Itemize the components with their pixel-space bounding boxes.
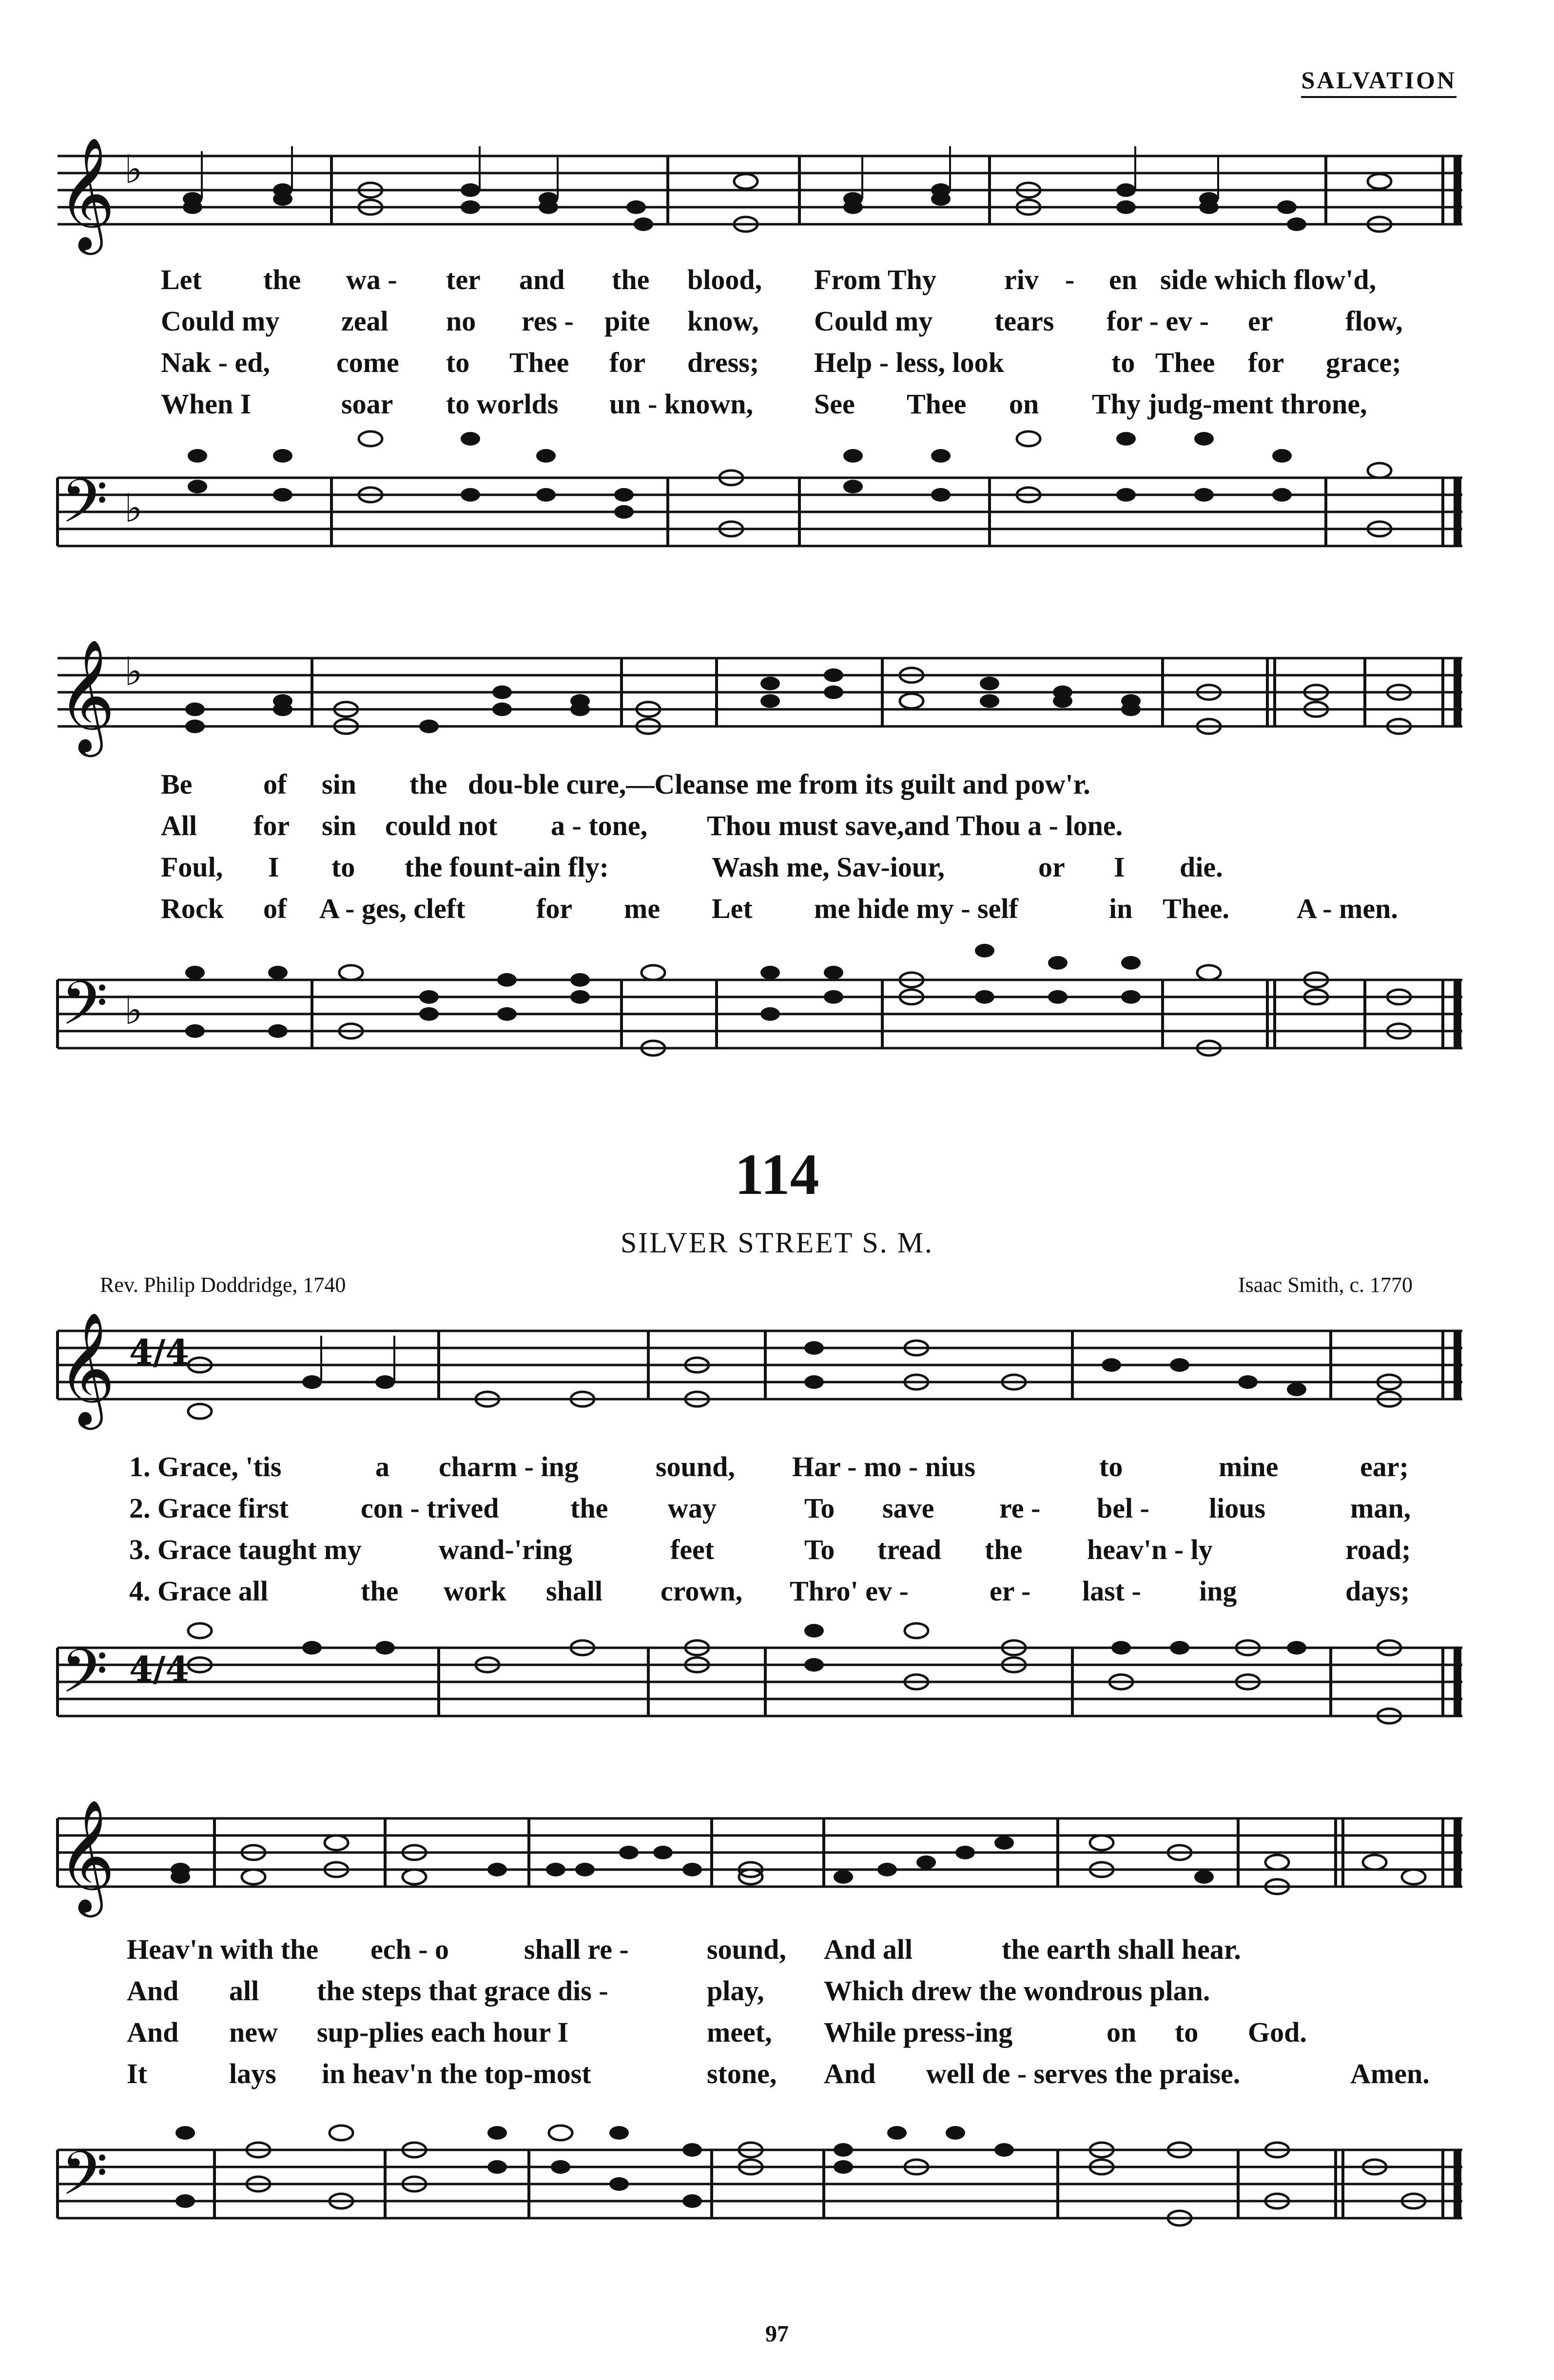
lyric-syllable: tread <box>877 1534 942 1565</box>
lyric-syllable: sound, <box>707 1933 786 1965</box>
section-header: SALVATION <box>1301 66 1457 98</box>
treble-staff <box>0 137 1554 250</box>
lyric-syllable: soar <box>341 388 393 420</box>
lyric-syllable: the steps that grace dis - <box>317 1975 608 2007</box>
lyric-syllable: man, <box>1350 1492 1411 1524</box>
lyric-syllable: grace; <box>1326 347 1401 378</box>
lyric-syllable: ear; <box>1360 1451 1409 1483</box>
lyric-syllable: no <box>446 305 476 337</box>
lyric-syllable: well de - serves the praise. <box>926 2058 1241 2089</box>
lyric-syllable: wand-'ring <box>439 1534 572 1565</box>
lyric-syllable: last - <box>1082 1575 1141 1607</box>
lyric-syllable: Thee <box>907 388 967 420</box>
lyric-syllable: a - tone, <box>551 810 648 841</box>
lyric-syllable: er - <box>990 1575 1031 1607</box>
svg-text:♭: ♭ <box>124 649 143 694</box>
lyric-syllable: Heav'n with the <box>127 1933 319 1965</box>
lyric-syllable: en <box>1109 264 1137 295</box>
lyric-syllable: the fount-ain fly: <box>405 851 609 883</box>
lyric-syllable: Could my <box>161 305 280 337</box>
lyric-syllable: riv <box>1004 264 1039 295</box>
lyric-syllable: con - trived <box>361 1492 499 1524</box>
lyric-syllable: for <box>253 810 290 841</box>
lyric-syllable: Let <box>161 264 202 295</box>
lyric-syllable: to <box>1175 2016 1199 2048</box>
lyric-syllable: pite <box>604 305 650 337</box>
lyric-syllable: And <box>127 2016 179 2048</box>
lyric-syllable: for <box>1248 347 1284 378</box>
lyric-syllable: See <box>814 388 855 420</box>
lyric-syllable: ter <box>446 264 481 295</box>
svg-text:♭: ♭ <box>124 988 143 1033</box>
lyric-syllable: flow, <box>1345 305 1403 337</box>
bass-staff <box>0 429 1554 585</box>
lyric-syllable: wa - <box>346 264 397 295</box>
lyric-syllable: know, <box>687 305 759 337</box>
lyric-syllable: 3. Grace taught my <box>129 1534 362 1565</box>
lyric-syllable: re - <box>999 1492 1041 1524</box>
lyric-syllable: in <box>1109 893 1133 924</box>
lyric-syllable: ech - o <box>370 1933 449 1965</box>
treble-staff <box>0 639 1554 752</box>
lyric-syllable: 4. Grace all <box>129 1575 269 1607</box>
tune-name: SILVER STREET S. M. <box>620 1227 934 1259</box>
lyric-syllable: the <box>361 1575 399 1607</box>
lyric-syllable: From Thy <box>814 264 936 295</box>
lyric-syllable: me hide my - self <box>814 893 1018 924</box>
lyric-syllable: for <box>609 347 646 378</box>
lyric-syllable: of <box>263 768 287 800</box>
lyric-syllable: to <box>1111 347 1135 378</box>
lyric-syllable: - <box>1065 264 1075 295</box>
lyric-syllable: Be <box>161 768 193 800</box>
lyric-syllable: ing <box>1199 1575 1237 1607</box>
lyric-syllable: Rock <box>161 893 224 924</box>
page-number: 97 <box>765 2321 789 2347</box>
lyric-syllable: Thee <box>509 347 569 378</box>
treble-staff <box>0 1311 1554 1425</box>
lyric-syllable: Wash me, Sav-iour, <box>712 851 945 883</box>
lyric-syllable: lays <box>229 2058 276 2089</box>
lyric-syllable: charm - ing <box>439 1451 579 1483</box>
lyric-syllable: days; <box>1345 1575 1410 1607</box>
lyric-syllable: er <box>1248 305 1273 337</box>
bass-clef-icon: 𝄢 <box>61 1637 108 1721</box>
lyric-syllable: tears <box>994 305 1054 337</box>
lyric-syllable: Thy judg-ment throne, <box>1092 388 1367 420</box>
lyric-syllable: dou-ble cure,—Cleanse me from its guilt and pow'r. <box>468 768 1090 800</box>
bass-clef-icon: 𝄢 <box>61 2139 108 2224</box>
lyric-syllable: could not <box>385 810 498 841</box>
lyric-syllable: the <box>409 768 447 800</box>
bass-clef-icon: 𝄢 <box>61 969 108 1053</box>
lyric-syllable: meet, <box>707 2016 772 2048</box>
lyric-syllable: the <box>263 264 301 295</box>
svg-text:♭: ♭ <box>124 486 143 531</box>
lyric-syllable: Nak - ed, <box>161 347 270 378</box>
treble-clef-icon: 𝄞 <box>58 1311 116 1425</box>
hymn-number: 114 <box>735 1142 819 1207</box>
lyric-syllable: Help - less, look <box>814 347 1004 378</box>
lyric-syllable: to <box>331 851 355 883</box>
lyric-syllable: Thou must save,and Thou a - lone. <box>707 810 1123 841</box>
lyric-syllable: on <box>1107 2016 1137 2048</box>
lyric-syllable: a <box>375 1451 389 1483</box>
treble-staff <box>0 1799 1554 1912</box>
lyric-syllable: me <box>624 893 660 924</box>
words-credit: Rev. Philip Doddridge, 1740 <box>100 1273 346 1297</box>
lyric-syllable: the <box>985 1534 1023 1565</box>
lyric-syllable: feet <box>670 1534 715 1565</box>
lyric-syllable: While press-ing <box>824 2016 1013 2048</box>
lyric-syllable: save <box>882 1492 934 1524</box>
lyric-syllable: sin <box>322 810 356 841</box>
lyric-syllable: to <box>1099 1451 1123 1483</box>
lyric-syllable: I <box>1114 851 1125 883</box>
lyric-syllable: sound, <box>656 1451 735 1483</box>
lyric-syllable: All <box>161 810 197 841</box>
lyric-syllable: 2. Grace first <box>129 1492 289 1524</box>
lyric-syllable: crown, <box>660 1575 743 1607</box>
bass-staff <box>0 941 1554 1097</box>
lyric-syllable: blood, <box>687 264 762 295</box>
lyric-syllable: A - men. <box>1297 893 1398 924</box>
lyric-syllable: to worlds <box>446 388 559 420</box>
lyric-syllable: God. <box>1248 2016 1307 2048</box>
lyric-syllable: and <box>519 264 565 295</box>
lyric-syllable: dress; <box>687 347 759 378</box>
lyric-syllable: work <box>444 1575 506 1607</box>
treble-clef-icon: 𝄞 <box>58 1799 116 1912</box>
svg-text:♭: ♭ <box>124 147 143 192</box>
lyric-syllable: the <box>612 264 650 295</box>
lyric-syllable: Foul, <box>161 851 223 883</box>
bass-clef-icon: 𝄢 <box>61 467 108 551</box>
lyric-syllable: Which drew the wondrous plan. <box>824 1975 1210 2007</box>
lyric-syllable: for <box>536 893 573 924</box>
lyric-syllable: mine <box>1219 1451 1279 1483</box>
lyric-syllable: un - known, <box>609 388 753 420</box>
lyric-syllable: shall <box>546 1575 603 1607</box>
time-signature: 4/4 <box>129 1649 189 1689</box>
lyric-syllable: sup-plies each hour I <box>317 2016 569 2048</box>
lyric-syllable: Thee <box>1155 347 1215 378</box>
lyric-syllable: come <box>336 347 399 378</box>
lyric-syllable: Amen. <box>1350 2058 1430 2089</box>
lyric-syllable: all <box>229 1975 259 2007</box>
lyric-syllable: When I <box>161 388 252 420</box>
lyric-syllable: zeal <box>341 305 388 337</box>
lyric-syllable: way <box>668 1492 717 1524</box>
lyric-syllable: die. <box>1180 851 1223 883</box>
lyric-syllable: stone, <box>707 2058 777 2089</box>
lyric-syllable: 1. Grace, 'tis <box>129 1451 282 1483</box>
lyric-syllable: To <box>804 1534 835 1565</box>
lyric-syllable: play, <box>707 1975 764 2007</box>
lyric-syllable: new <box>229 2016 278 2048</box>
lyric-syllable: Thro' ev - <box>790 1575 909 1607</box>
lyric-syllable: in heav'n the top-most <box>322 2058 591 2089</box>
lyric-syllable: I <box>268 851 279 883</box>
time-signature: 4/4 <box>129 1332 189 1372</box>
lyric-syllable: lious <box>1209 1492 1266 1524</box>
lyric-syllable: Let <box>712 893 753 924</box>
lyric-syllable: on <box>1009 388 1039 420</box>
lyric-syllable: of <box>263 893 287 924</box>
lyric-syllable: Could my <box>814 305 933 337</box>
lyric-syllable: to <box>446 347 470 378</box>
lyric-syllable: bel - <box>1097 1492 1149 1524</box>
lyric-syllable: It <box>127 2058 147 2089</box>
lyric-syllable: Har - mo - nius <box>792 1451 975 1483</box>
lyric-syllable: And <box>127 1975 179 2007</box>
lyric-syllable: shall re - <box>524 1933 629 1965</box>
lyric-syllable: To <box>804 1492 835 1524</box>
lyric-syllable: Thee. <box>1163 893 1229 924</box>
lyric-syllable: A - ges, cleft <box>319 893 466 924</box>
lyric-syllable: sin <box>322 768 356 800</box>
music-credit: Isaac Smith, c. 1770 <box>1238 1273 1413 1297</box>
lyric-syllable: res - <box>522 305 574 337</box>
bass-staff <box>0 2096 1554 2257</box>
lyric-syllable: the <box>570 1492 608 1524</box>
lyric-syllable: or <box>1038 851 1065 883</box>
lyric-syllable: heav'n - ly <box>1087 1534 1213 1565</box>
lyric-syllable: And <box>824 2058 876 2089</box>
lyric-syllable: for - ev - <box>1107 305 1209 337</box>
lyric-syllable: side which flow'd, <box>1160 264 1377 295</box>
treble-clef-icon: 𝄞 <box>58 639 116 752</box>
lyric-syllable: the earth shall hear. <box>1002 1933 1241 1965</box>
lyric-syllable: road; <box>1345 1534 1411 1565</box>
lyric-syllable: And all <box>824 1933 913 1965</box>
bass-staff <box>0 1609 1554 1755</box>
treble-clef-icon: 𝄞 <box>58 137 116 250</box>
